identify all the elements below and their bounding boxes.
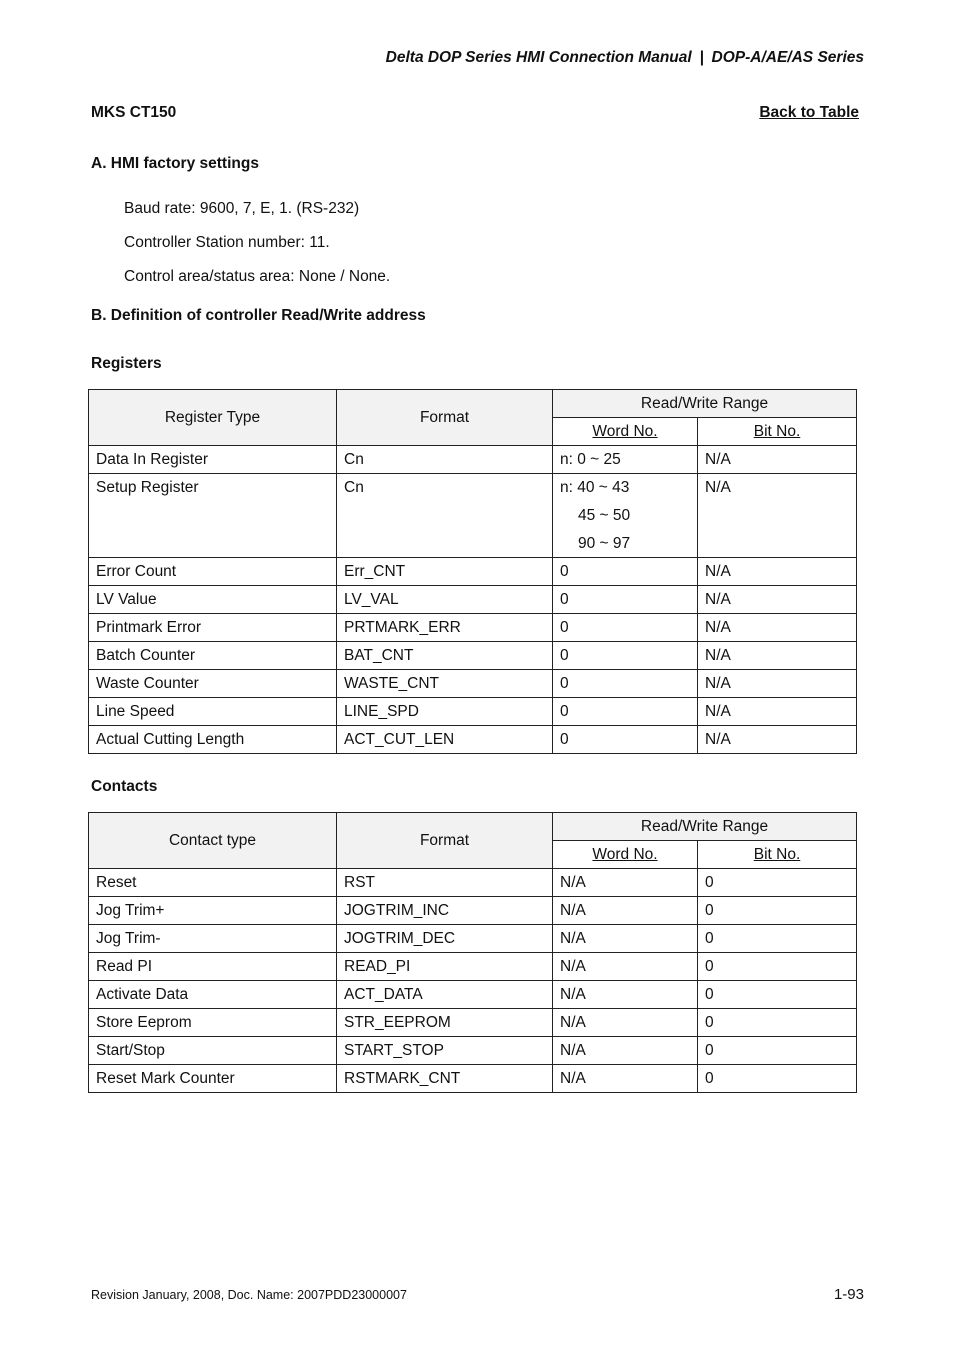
registers-table xyxy=(88,389,857,754)
bit-no-header: Bit No. xyxy=(698,418,857,446)
bit-no-cell: 0 xyxy=(698,897,857,925)
bit-no-header: Bit No. xyxy=(698,841,857,869)
register-type-cell: Error Count xyxy=(89,558,337,586)
bit-no-cell: N/A xyxy=(698,446,857,474)
table-row xyxy=(89,953,857,981)
register-type-cell: Actual Cutting Length xyxy=(89,726,337,754)
word-no-cell: N/A xyxy=(553,925,698,953)
table-row xyxy=(89,614,857,642)
bit-no-cell: N/A xyxy=(698,726,857,754)
format-cell: Err_CNT xyxy=(337,558,553,586)
word-no-cell: N/A xyxy=(553,897,698,925)
contact-type-cell: Activate Data xyxy=(89,981,337,1009)
bit-no-cell: N/A xyxy=(698,586,857,614)
section-b-heading: B. Definition of controller Read/Write address xyxy=(91,307,426,324)
bit-no-cell: 0 xyxy=(698,981,857,1009)
word-no-header: Word No. xyxy=(553,418,698,446)
register-type-cell: Line Speed xyxy=(89,698,337,726)
read-write-range-header: Read/Write Range xyxy=(553,813,857,841)
word-no-cell: N/A xyxy=(553,1009,698,1037)
word-no-cell xyxy=(553,474,698,558)
word-no-cell: N/A xyxy=(553,869,698,897)
bit-no-cell: N/A xyxy=(698,474,857,558)
contacts-heading: Contacts xyxy=(91,778,158,795)
format-cell: LV_VAL xyxy=(337,586,553,614)
format-cell: START_STOP xyxy=(337,1037,553,1065)
contact-type-cell: Store Eeprom xyxy=(89,1009,337,1037)
word-no-cell: 0 xyxy=(553,614,698,642)
bit-no-cell: N/A xyxy=(698,670,857,698)
table-row xyxy=(89,897,857,925)
format-header: Format xyxy=(337,390,553,446)
table-row xyxy=(89,1037,857,1065)
registers-heading: Registers xyxy=(91,355,162,372)
table-row xyxy=(89,925,857,953)
format-cell: ACT_CUT_LEN xyxy=(337,726,553,754)
page-title: MKS CT150 xyxy=(91,104,177,121)
station-number-line: Controller Station number: 11. xyxy=(124,234,330,251)
format-cell: READ_PI xyxy=(337,953,553,981)
format-cell: RSTMARK_CNT xyxy=(337,1065,553,1093)
format-cell: STR_EEPROM xyxy=(337,1009,553,1037)
word-no-cell: 0 xyxy=(553,670,698,698)
word-no-cell: 0 xyxy=(553,558,698,586)
contact-type-cell: Jog Trim+ xyxy=(89,897,337,925)
bit-no-cell: N/A xyxy=(698,642,857,670)
contact-type-cell: Reset xyxy=(89,869,337,897)
word-range-line: 45 ~ 50 xyxy=(578,507,631,524)
contact-type-cell: Read PI xyxy=(89,953,337,981)
table-row xyxy=(89,446,857,474)
word-range-line: 90 ~ 97 xyxy=(578,535,631,552)
contacts-table xyxy=(88,812,857,1093)
revision-footer: Revision January, 2008, Doc. Name: 2007PDD23000007 xyxy=(91,1288,407,1302)
control-area-line: Control area/status area: None / None. xyxy=(124,268,391,285)
word-no-cell: 0 xyxy=(553,726,698,754)
bit-no-cell: N/A xyxy=(698,698,857,726)
format-header: Format xyxy=(337,813,553,869)
bit-no-cell: 0 xyxy=(698,953,857,981)
bit-no-cell: 0 xyxy=(698,1037,857,1065)
contact-type-cell: Jog Trim- xyxy=(89,925,337,953)
table-row xyxy=(89,474,857,558)
word-no-cell: 0 xyxy=(553,642,698,670)
section-a-heading: A. HMI factory settings xyxy=(91,155,259,172)
table-row xyxy=(89,1009,857,1037)
read-write-range-header: Read/Write Range xyxy=(553,390,857,418)
format-cell: JOGTRIM_INC xyxy=(337,897,553,925)
format-cell: Cn xyxy=(337,474,553,558)
format-cell: RST xyxy=(337,869,553,897)
format-cell: Cn xyxy=(337,446,553,474)
word-no-cell: n: 0 ~ 25 xyxy=(553,446,698,474)
register-type-header: Register Type xyxy=(89,390,337,446)
bit-no-cell: 0 xyxy=(698,869,857,897)
manual-header-title: Delta DOP Series HMI Connection Manual | DOP-A/AE/AS Series xyxy=(385,49,864,66)
bit-no-cell: N/A xyxy=(698,558,857,586)
word-no-cell: 0 xyxy=(553,586,698,614)
word-no-cell: N/A xyxy=(553,953,698,981)
word-no-cell: N/A xyxy=(553,1065,698,1093)
bit-no-cell: 0 xyxy=(698,1009,857,1037)
format-cell: PRTMARK_ERR xyxy=(337,614,553,642)
bit-no-cell: 0 xyxy=(698,1065,857,1093)
table-row xyxy=(89,726,857,754)
register-type-cell: Batch Counter xyxy=(89,642,337,670)
table-row xyxy=(89,981,857,1009)
contact-type-cell: Reset Mark Counter xyxy=(89,1065,337,1093)
table-row xyxy=(89,586,857,614)
table-row xyxy=(89,1065,857,1093)
word-no-cell: N/A xyxy=(553,1037,698,1065)
table-row xyxy=(89,869,857,897)
word-no-header: Word No. xyxy=(553,841,698,869)
format-cell: LINE_SPD xyxy=(337,698,553,726)
back-to-table-link[interactable]: Back to Table xyxy=(759,104,859,121)
register-type-cell: Data In Register xyxy=(89,446,337,474)
format-cell: JOGTRIM_DEC xyxy=(337,925,553,953)
bit-no-cell: N/A xyxy=(698,614,857,642)
word-range-line: n: 40 ~ 43 xyxy=(560,479,630,496)
bit-no-cell: 0 xyxy=(698,925,857,953)
contact-type-cell: Start/Stop xyxy=(89,1037,337,1065)
format-cell: WASTE_CNT xyxy=(337,670,553,698)
format-cell: ACT_DATA xyxy=(337,981,553,1009)
contact-type-header: Contact type xyxy=(89,813,337,869)
word-no-cell: N/A xyxy=(553,981,698,1009)
register-type-cell: Setup Register xyxy=(89,474,337,558)
register-type-cell: LV Value xyxy=(89,586,337,614)
baud-rate-line: Baud rate: 9600, 7, E, 1. (RS-232) xyxy=(124,200,360,217)
page-number: 1-93 xyxy=(833,1286,864,1303)
table-row xyxy=(89,670,857,698)
register-type-cell: Waste Counter xyxy=(89,670,337,698)
word-no-cell: 0 xyxy=(553,698,698,726)
table-row xyxy=(89,642,857,670)
register-type-cell: Printmark Error xyxy=(89,614,337,642)
table-row xyxy=(89,698,857,726)
format-cell: BAT_CNT xyxy=(337,642,553,670)
table-row xyxy=(89,558,857,586)
